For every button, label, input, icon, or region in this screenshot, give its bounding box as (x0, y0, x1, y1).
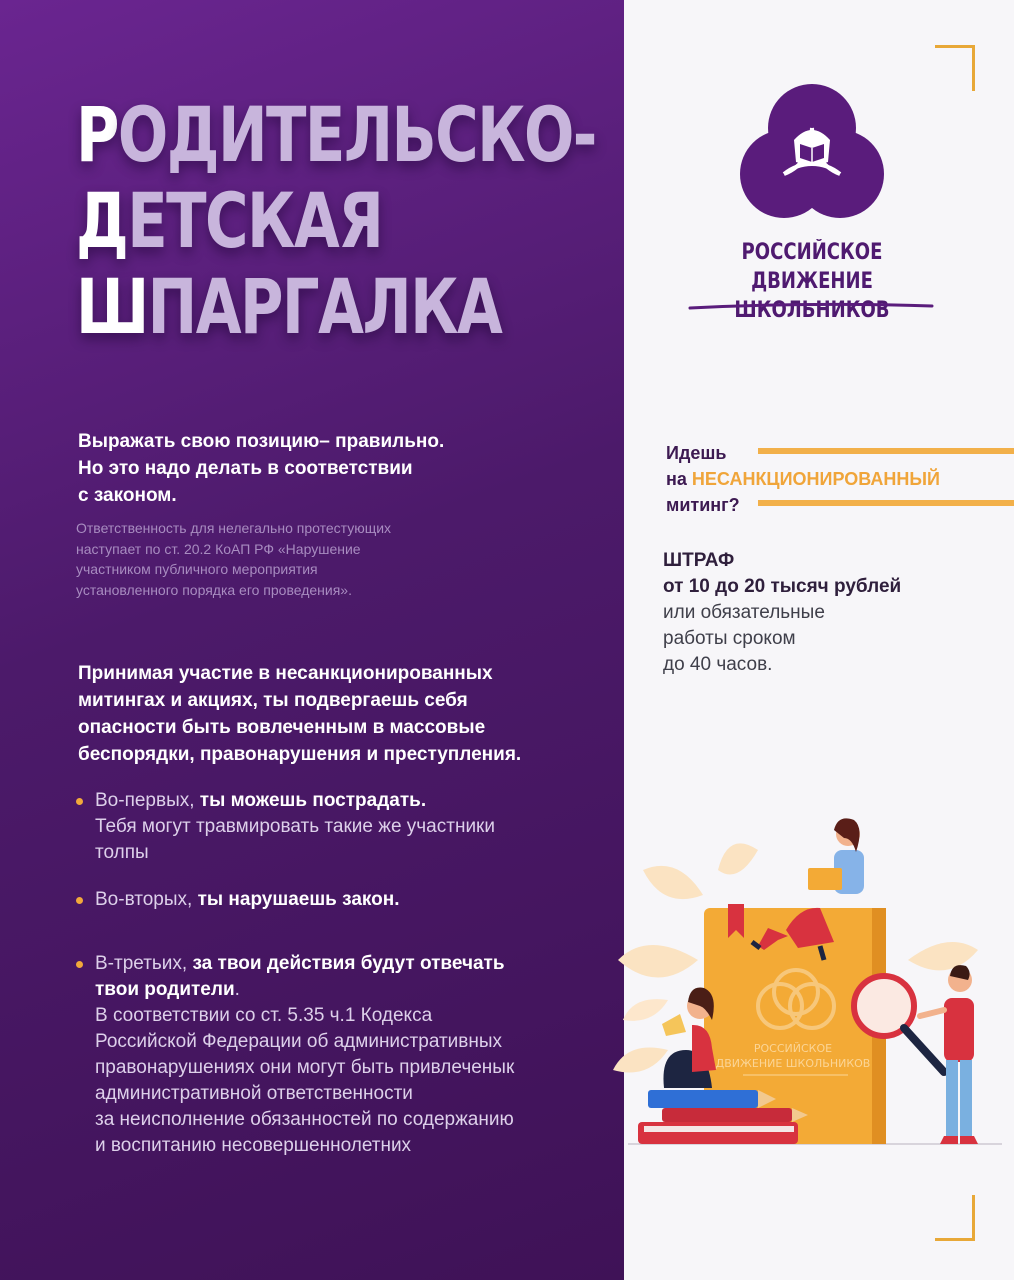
bullet-dot-icon (76, 961, 83, 968)
fine-block: ШТРАФ от 10 до 20 тысяч рублей или обязательные работы сроком до 40 часов. (663, 550, 902, 675)
legal-note: Ответственность для нелегально протестующих наступает по ст. 20.2 КоАП РФ «Нарушение участником публичного мероприятия установленного порядка его проведения». (76, 520, 392, 598)
title-line-3: ШПАРГАЛКА (76, 262, 502, 351)
students-books-illustration (608, 810, 1008, 1155)
rdsh-logo-icon (738, 82, 886, 222)
question-block: Идешь на НЕСАНКЦИОНИРОВАННЫЙ митинг? (666, 443, 940, 515)
brand-underline-icon (688, 300, 934, 312)
page-title (76, 92, 596, 350)
bullet-item-first: Во-первых, ты можешь пострадать. Тебя могут травмировать такие же участники толпы (76, 788, 606, 866)
bullet-dot-icon (76, 798, 83, 805)
intro-text: Выражать свою позицию– правильно. Но это надо делать в соответствии с законом. (78, 431, 445, 506)
lead-paragraph: Принимая участие в несанкционированных митингах и акциях, ты подвергаешь себя опасности быть вовлеченным в массовые беспорядки, правонарушения и преступления. (78, 663, 522, 765)
bullet-item-third: В-третьих, за твои действия будут отвечать твои родители. В соответствии со ст. 5.35 ч.1 Кодекса Российской Федерации об административных правонарушениях они могут быть привлеченык административной ответственности за неисполнение обязанностей по содержанию и воспитанию несовершеннолетних (76, 951, 606, 1159)
brand-name: РОССИЙСКОЕ ДВИЖЕНИЕ ШКОЛЬНИКОВ (734, 240, 890, 323)
corner-bracket-bottom-icon (935, 1195, 975, 1241)
bullet-item-second: Во-вторых, ты нарушаешь закон. (76, 887, 606, 913)
book-brand-line1: РОССИЙСКОЕ (753, 1042, 833, 1055)
corner-bracket-top-icon (935, 45, 975, 91)
title-line-1: РОДИТЕЛЬСКО- (76, 90, 596, 179)
bullet-dot-icon (76, 897, 83, 904)
title-line-2: ДЕТСКАЯ (76, 176, 383, 265)
book-brand-line2: ДВИЖЕНИЕ ШКОЛЬНИКОВ (715, 1057, 871, 1070)
